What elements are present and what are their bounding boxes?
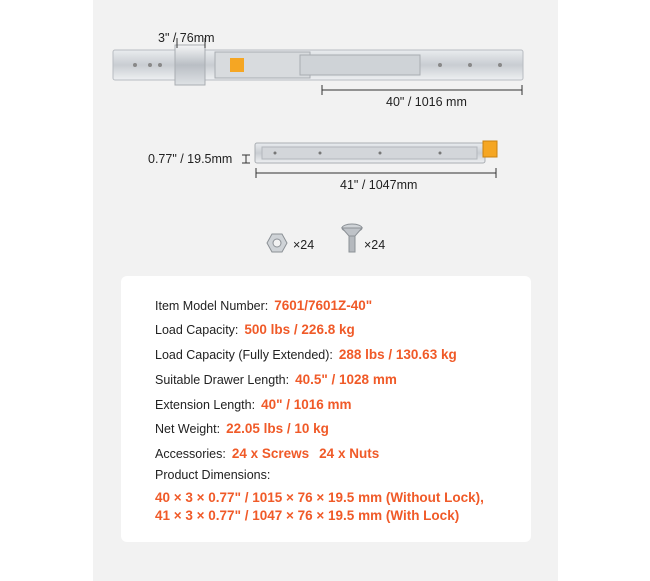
spec-value: 40" / 1016 mm (261, 397, 352, 412)
spec-model (155, 298, 372, 313)
spec-load (155, 322, 355, 337)
spec-value: 500 lbs / 226.8 kg (244, 322, 355, 337)
width-label: 3" / 76mm (158, 31, 215, 45)
slide-side-view (255, 141, 497, 163)
spec-drawer-length (155, 372, 397, 387)
spec-load-extended (155, 347, 457, 362)
spec-value: 7601/7601Z-40" (274, 298, 373, 313)
lock-length-label: 41" / 1047mm (340, 178, 418, 192)
spec-label: Extension Length: (155, 398, 256, 412)
spec-label: Suitable Drawer Length: (155, 373, 290, 387)
spec-extension (155, 397, 352, 412)
screw-count: ×24 (364, 238, 386, 252)
spec-value: 40.5" / 1028 mm (295, 372, 397, 387)
spec-accessories (155, 446, 379, 461)
spec-value: 288 lbs / 130.63 kg (338, 347, 457, 362)
spec-dimensions-label: Product Dimensions: (155, 468, 271, 482)
spec-value-nuts: 24 x Nuts (319, 446, 380, 461)
spec-weight (155, 421, 329, 436)
spec-dimensions-line1: 40 × 3 × 0.77" / 1015 × 76 × 19.5 mm (Without Lock), (155, 490, 484, 505)
nut-icon (267, 234, 287, 252)
spec-dimensions-line2: 41 × 3 × 0.77" / 1047 × 76 × 19.5 mm (With Lock) (155, 508, 460, 523)
spec-value: 22.05 lbs / 10 kg (226, 421, 329, 436)
spec-label: Accessories: (155, 447, 226, 461)
spec-value-screws: 24 x Screws (231, 446, 310, 461)
spec-label: Load Capacity (Fully Extended): (155, 348, 333, 362)
length-label: 40" / 1016 mm (386, 95, 467, 109)
screw-icon (342, 224, 362, 252)
spec-label: Item Model Number: (155, 299, 269, 313)
spec-label: Net Weight: (155, 422, 221, 436)
nut-count: ×24 (293, 238, 315, 252)
spec-label: Load Capacity: (155, 323, 239, 337)
slide-top-view (113, 45, 523, 85)
thickness-label: 0.77" / 19.5mm (148, 152, 233, 166)
